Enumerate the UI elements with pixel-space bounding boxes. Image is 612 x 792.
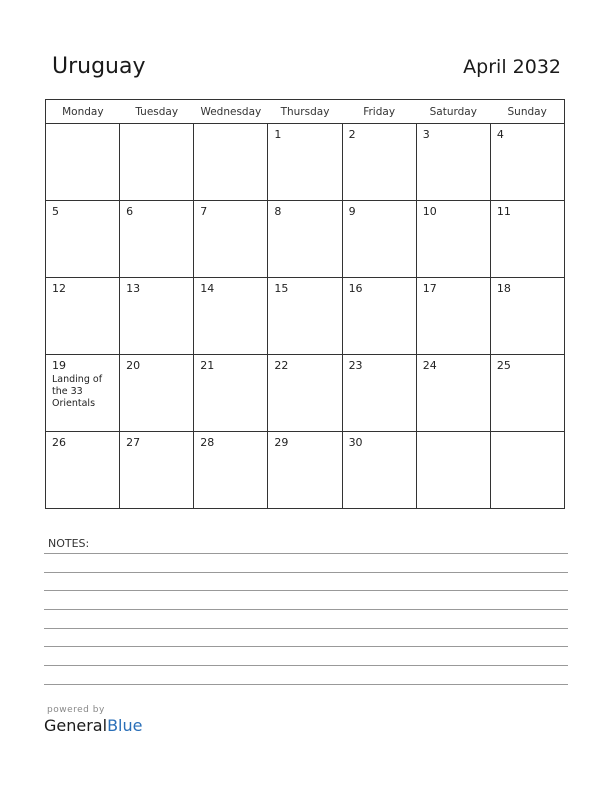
day-number: 7: [200, 205, 208, 218]
weekday-header-row: [46, 100, 565, 124]
day-number: 10: [422, 205, 437, 218]
week-row: [46, 432, 565, 509]
day-number: 18: [496, 282, 511, 295]
day-cell: [490, 201, 564, 278]
weekday-friday: Friday: [342, 100, 416, 124]
day-cell: [120, 278, 194, 355]
week-row: [46, 201, 565, 278]
day-cell: [342, 124, 416, 201]
day-cell: [342, 278, 416, 355]
day-number: 26: [52, 436, 66, 449]
day-number: 19: [52, 359, 66, 372]
week-row: [46, 355, 565, 432]
week-row: [46, 124, 565, 201]
day-cell: [268, 124, 342, 201]
day-number: 15: [274, 282, 289, 295]
day-cell: [416, 355, 490, 432]
day-cell: [268, 278, 342, 355]
calendar-grid: [45, 99, 565, 509]
day-number: 5: [52, 205, 59, 218]
weekday-monday: Monday: [46, 100, 120, 124]
day-cell: [490, 432, 564, 509]
day-cell: [194, 355, 268, 432]
day-cell: [120, 201, 194, 278]
day-number: 1: [274, 128, 282, 141]
day-cell: [194, 278, 268, 355]
day-cell: [120, 124, 194, 201]
day-number: 29: [274, 436, 289, 449]
day-cell: [120, 432, 194, 509]
day-cell: [268, 355, 342, 432]
day-number: 30: [348, 436, 363, 449]
country-title: Uruguay: [52, 54, 146, 79]
day-cell: [490, 355, 564, 432]
weekday-tuesday: Tuesday: [120, 100, 194, 124]
day-cell: [46, 355, 120, 432]
day-number: 14: [200, 282, 215, 295]
day-number: 24: [422, 359, 437, 372]
day-cell: [342, 201, 416, 278]
day-cell: [490, 278, 564, 355]
day-cell: [46, 432, 120, 509]
notes-line: [44, 628, 568, 629]
generalblue-logo: [44, 716, 142, 735]
day-number: 9: [348, 205, 356, 218]
powered-by-text: powered by: [47, 705, 105, 715]
day-cell: [342, 355, 416, 432]
brand-general: General: [44, 716, 108, 735]
day-number: 25: [496, 359, 511, 372]
day-number: [120, 124, 193, 128]
day-cell: [46, 278, 120, 355]
day-number: 22: [274, 359, 289, 372]
weekday-saturday: Saturday: [416, 100, 490, 124]
weekday-wednesday: Wednesday: [194, 100, 268, 124]
day-number: 8: [274, 205, 282, 218]
day-number: [417, 432, 490, 436]
notes-line: [44, 665, 568, 666]
day-cell: [416, 278, 490, 355]
day-cell: [194, 201, 268, 278]
day-cell: [268, 201, 342, 278]
day-number: 12: [52, 282, 66, 295]
day-number: 20: [126, 359, 141, 372]
day-number: 23: [348, 359, 363, 372]
day-number: [491, 432, 564, 436]
weekday-sunday: Sunday: [490, 100, 564, 124]
day-cell: [120, 355, 194, 432]
brand-blue: Blue: [107, 716, 143, 735]
day-number: 16: [348, 282, 363, 295]
notes-line: [44, 684, 568, 685]
day-cell: [46, 201, 120, 278]
day-number: [46, 124, 119, 128]
notes-label: NOTES:: [48, 537, 90, 550]
day-cell: [342, 432, 416, 509]
day-cell: [416, 124, 490, 201]
day-cell: [416, 432, 490, 509]
day-number: 27: [126, 436, 141, 449]
day-cell: [46, 124, 120, 201]
day-number: 28: [200, 436, 215, 449]
week-row: [46, 278, 565, 355]
day-number: 6: [126, 205, 134, 218]
notes-line: [44, 590, 568, 591]
day-number: 21: [200, 359, 215, 372]
notes-line: [44, 553, 568, 554]
weekday-thursday: Thursday: [268, 100, 342, 124]
notes-line: [44, 646, 568, 647]
day-number: 11: [496, 205, 511, 218]
day-number: 3: [422, 128, 430, 141]
day-number: 2: [348, 128, 356, 141]
notes-line: [44, 609, 568, 610]
day-cell: [268, 432, 342, 509]
day-number: 4: [496, 128, 504, 141]
day-cell: [194, 124, 268, 201]
month-title: April 2032: [463, 56, 561, 78]
notes-line: [44, 572, 568, 573]
holiday-event: Landing of the 33 Orientals: [52, 374, 103, 409]
day-number: 17: [422, 282, 437, 295]
day-number: [194, 124, 267, 128]
day-number: 13: [126, 282, 141, 295]
day-cell: [490, 124, 564, 201]
day-cell: [194, 432, 268, 509]
day-cell: [416, 201, 490, 278]
